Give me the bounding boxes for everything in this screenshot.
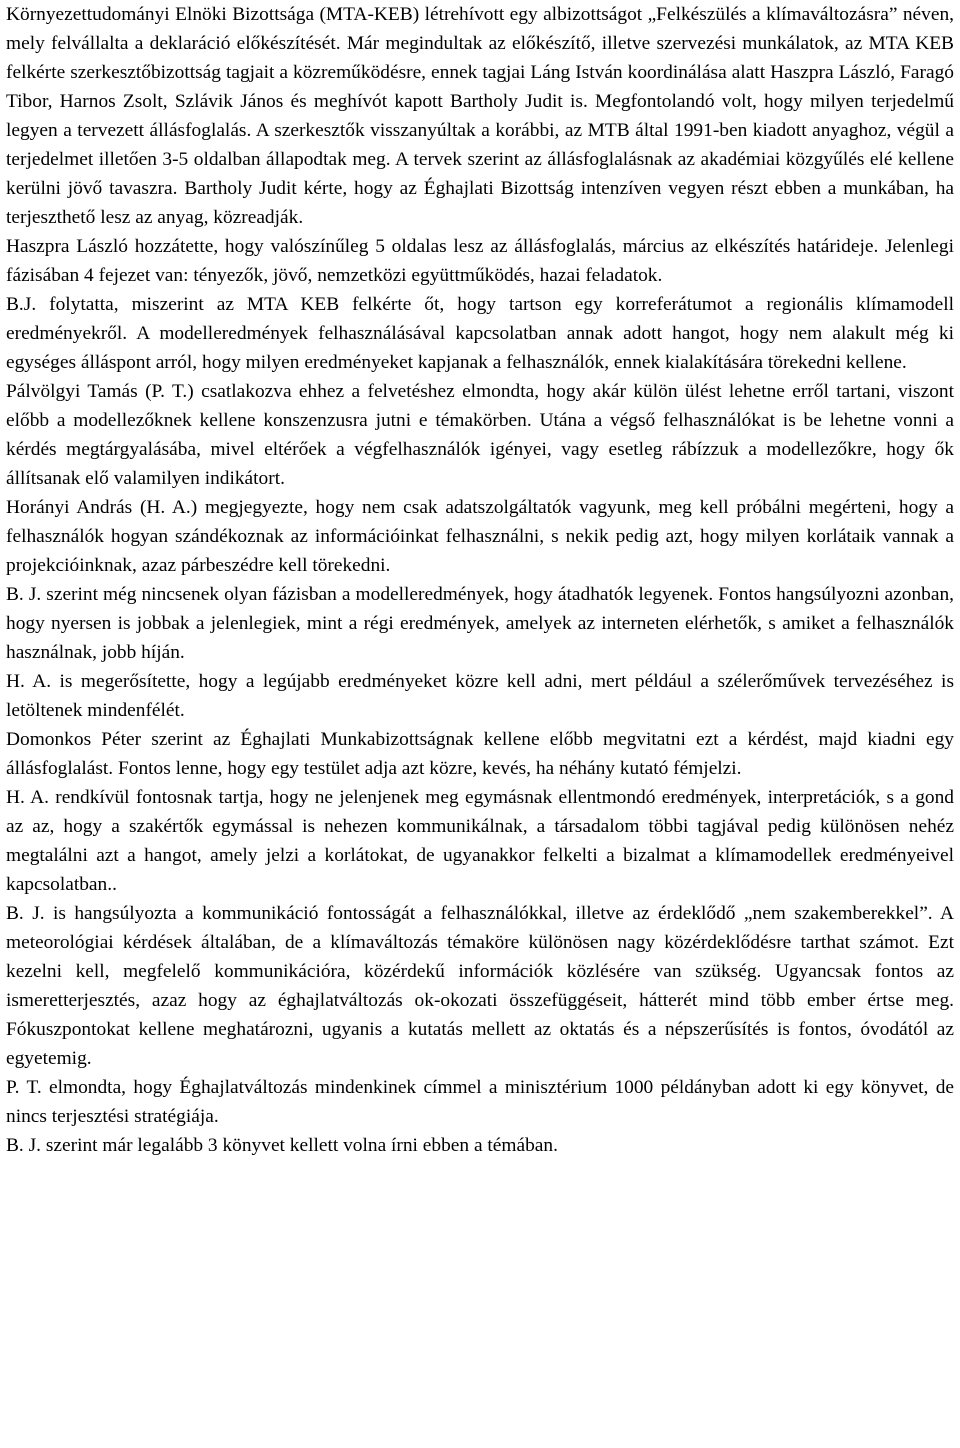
paragraph-domonkos-statement: Domonkos Péter szerint az Éghajlati Munkabizottságnak kellene előbb megvitatni ezt a kérdést, majd kiadni egy állásfoglalást. Fontos lenne, hogy egy testület adja azt közre, kevés, ha néhány kutató fémjelzi. [6, 729, 954, 779]
paragraph-ha-communication: H. A. rendkívül fontosnak tartja, hogy ne jelenjenek meg egymásnak ellentmondó eredmények, interpretációk, s a gond az az, hogy a szakértők egymással is nehezen kommunikálnak, a társadalom többi tagjával pedig különösen nehéz megtalálni azt a hangot, amely jelzi a korlátokat, de ugyanakkor felkelti a bizalmat a klímamodellek eredményeivel kapcsolatban.. [6, 787, 954, 895]
paragraph-bj-three-books: B. J. szerint már legalább 3 könyvet kellett volna írni ebben a témában. [6, 1135, 558, 1156]
paragraph-pt-separate-meeting: Pálvölgyi Tamás (P. T.) csatlakozva ehhez a felvetéshez elmondta, hogy akár külön ülést lehetne erről tartani, viszont előbb a modellezőknek kellene konszenzusra jutni e témakörben. Utána a végső felhasználókat is be lehetne vonni a kérdés megtárgyalásába, mivel eltérőek a végfelhasználók igényei, vagy esetleg rábízzuk a modellezőkre, hogy ők állítsanak elő valamilyen indikátort. [6, 381, 954, 489]
paragraph-mta-keb-subcommittee: Környezettudományi Elnöki Bizottsága (MTA-KEB) létrehívott egy albizottságot „Felkészülés a klímaváltozásra” néven, mely felvállalta a deklaráció előkészítését. Már megindultak az előkészítő, illetve szervezési munkálatok, az MTA KEB felkérte szerkesztőbizottság tagjait a közreműködésre, ennek tagjai Láng István koordinálása alatt Haszpra László, Faragó Tibor, Harnos Zsolt, Szlávik János és meghívót kapott Bartholy Judit is. Megfontolandó volt, hogy milyen terjedelmű legyen a tervezett állásfoglalás. A szerkesztők visszanyúltak a korábbi, az MTB által 1991-ben kiadott anyaghoz, végül a terjedelmet illetően 3-5 oldalban állapodtak meg. A tervek szerint az állásfoglalásnak az akadémiai közgyűlés elé kellene kerülni jövő tavaszra. Bartholy Judit kérte, hogy az Éghajlati Bizottság intenzíven vegyen részt ebben a munkában, ha terjeszthető lesz az anyag, közreadják. [6, 4, 954, 228]
paragraph-bj-coreferate: B.J. folytatta, miszerint az MTA KEB felkérte őt, hogy tartson egy korreferátumot a regionális klímamodell eredményekről. A modelleredmények felhasználásával kapcsolatban annak adott hangot, hogy nem alakult még ki egységes álláspont arról, hogy milyen eredményeket kapjanak a felhasználók, ennek kialakítására törekedni kellene. [6, 294, 954, 373]
paragraph-ha-wind-power: H. A. is megerősítette, hogy a legújabb eredményeket közre kell adni, mert például a szélerőművek tervezéséhez is letöltenek mindenfélét. [6, 671, 954, 721]
paragraph-bj-public-interest: B. J. is hangsúlyozta a kommunikáció fontosságát a felhasználókkal, illetve az érdeklődő „nem szakemberekkel”. A meteorológiai kérdések általában, de a klímaváltozás témaköre különösen nagy közérdeklődésre tarthat számot. Ezt kezelni kell, megfelelő kommunikációra, közérdekű információk közlésére van szükség. Ugyancsak fontos az ismeretterjesztés, azaz hogy az éghajlatváltozás ok-okozati összefüggéseit, hátterét mind több ember értse meg. Fókuszpontokat kellene meghatározni, ugyanis a kutatás mellett az oktatás és a népszerűsítés is fontos, óvodától az egyetemig. [6, 903, 954, 1069]
paragraph-bj-model-results: B. J. szerint még nincsenek olyan fázisban a modelleredmények, hogy átadhatók legyenek. Fontos hangsúlyozni azonban, hogy nyersen is jobbak a jelenlegiek, mint a régi eredmények, amelyek az interneten elérhetők, s amiket a felhasználók használnak, jobb híján. [6, 584, 954, 663]
paragraph-pt-book: P. T. elmondta, hogy Éghajlatváltozás mindenkinek címmel a minisztérium 1000 példányban adott ki egy könyvet, de nincs terjesztési stratégiája. [6, 1077, 954, 1127]
paragraph-ha-dialogue: Horányi András (H. A.) megjegyezte, hogy nem csak adatszolgáltatók vagyunk, meg kell próbálni megérteni, hogy a felhasználók hogyan szándékoznak az információinkat felhasználni, s nekik pedig azt, hogy milyen korlátaik vannak a projekcióinknak, azaz párbeszédre kell törekedni. [6, 497, 954, 576]
paragraph-haszpra-deadline: Haszpra László hozzátette, hogy valószínűleg 5 oldalas lesz az állásfoglalás, március az elkészítés határideje. Jelenlegi fázisában 4 fejezet van: tényezők, jövő, nemzetközi együttműködés, hazai feladatok. [6, 236, 954, 286]
